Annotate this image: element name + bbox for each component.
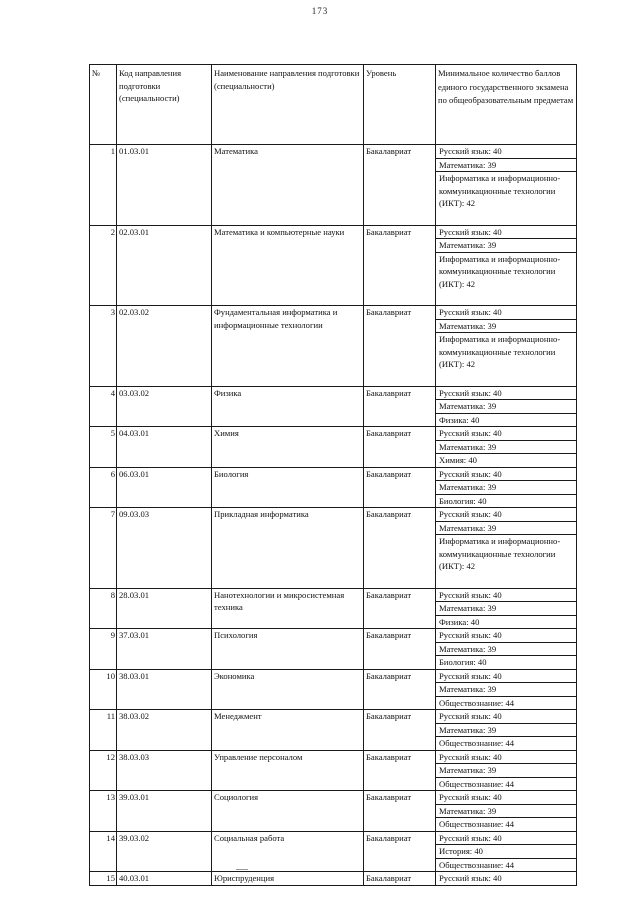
row-score: Русский язык: 40 — [436, 145, 577, 159]
row-score: Физика: 40 — [436, 615, 577, 629]
row-score: Информатика и информационно-коммуникационные технологии (ИКТ): 42 — [436, 333, 577, 387]
row-score: Русский язык: 40 — [436, 467, 577, 481]
row-code: 02.03.02 — [117, 306, 212, 387]
row-code: 39.03.02 — [117, 831, 212, 872]
row-score: Обществознание: 44 — [436, 858, 577, 872]
row-code: 09.03.03 — [117, 508, 212, 589]
row-level: Бакалавриат — [364, 145, 436, 226]
row-score: Русский язык: 40 — [436, 710, 577, 724]
row-score: Математика: 39 — [436, 642, 577, 656]
row-level: Бакалавриат — [364, 710, 436, 751]
row-score: Обществознание: 44 — [436, 818, 577, 832]
row-name: Юриспруденция — [212, 872, 364, 886]
table-row — [90, 872, 577, 886]
row-score: Математика: 39 — [436, 481, 577, 495]
row-level: Бакалавриат — [364, 508, 436, 589]
row-num: 8 — [90, 588, 117, 629]
row-score: Информатика и информационно-коммуникационные технологии (ИКТ): 42 — [436, 535, 577, 589]
row-code: 01.03.01 — [117, 145, 212, 226]
row-code: 02.03.01 — [117, 225, 212, 306]
admission-scores-table — [89, 64, 577, 886]
row-score: Математика: 39 — [436, 521, 577, 535]
table-row — [90, 467, 577, 481]
row-name: Математика и компьютерные науки — [212, 225, 364, 306]
row-score: Математика: 39 — [436, 723, 577, 737]
row-level: Бакалавриат — [364, 427, 436, 468]
row-num: 10 — [90, 669, 117, 710]
table-row — [90, 386, 577, 400]
table-row — [90, 427, 577, 441]
row-name: Нанотехнологии и микросистемная техника — [212, 588, 364, 629]
row-score: Обществознание: 44 — [436, 777, 577, 791]
row-num: 11 — [90, 710, 117, 751]
table-body — [90, 145, 577, 886]
row-name: Прикладная информатика — [212, 508, 364, 589]
row-score: Русский язык: 40 — [436, 629, 577, 643]
header-level: Уровень — [364, 65, 436, 145]
table-row — [90, 306, 577, 320]
header-code: Код направления подготовки (специальности) — [117, 65, 212, 145]
row-score: Русский язык: 40 — [436, 306, 577, 320]
row-score: Русский язык: 40 — [436, 508, 577, 522]
row-score: Математика: 39 — [436, 440, 577, 454]
table-row — [90, 588, 577, 602]
row-score: Русский язык: 40 — [436, 225, 577, 239]
row-num: 5 — [90, 427, 117, 468]
row-level: Бакалавриат — [364, 629, 436, 670]
row-name: Биология — [212, 467, 364, 508]
row-name: Психология — [212, 629, 364, 670]
header-score: Минимальное количество баллов единого государственного экзамена по общеобразовательным предметам — [436, 65, 577, 145]
row-score: Физика: 40 — [436, 413, 577, 427]
row-num: 12 — [90, 750, 117, 791]
row-level: Бакалавриат — [364, 872, 436, 886]
row-num: 14 — [90, 831, 117, 872]
row-num: 13 — [90, 791, 117, 832]
row-score: История: 40 — [436, 845, 577, 859]
row-score: Химия: 40 — [436, 454, 577, 468]
row-score: Биология: 40 — [436, 656, 577, 670]
row-score: Математика: 39 — [436, 158, 577, 172]
row-score: Математика: 39 — [436, 239, 577, 253]
row-score: Русский язык: 40 — [436, 427, 577, 441]
row-num: 4 — [90, 386, 117, 427]
scan-mark — [236, 869, 248, 870]
row-code: 06.03.01 — [117, 467, 212, 508]
row-num: 6 — [90, 467, 117, 508]
row-name: Экономика — [212, 669, 364, 710]
row-num: 2 — [90, 225, 117, 306]
row-level: Бакалавриат — [364, 831, 436, 872]
row-score: Биология: 40 — [436, 494, 577, 508]
row-code: 38.03.03 — [117, 750, 212, 791]
row-level: Бакалавриат — [364, 386, 436, 427]
row-level: Бакалавриат — [364, 669, 436, 710]
row-score: Русский язык: 40 — [436, 588, 577, 602]
row-code: 38.03.02 — [117, 710, 212, 751]
row-num: 3 — [90, 306, 117, 387]
row-num: 7 — [90, 508, 117, 589]
table-row — [90, 629, 577, 643]
table-row — [90, 145, 577, 159]
row-name: Математика — [212, 145, 364, 226]
row-score: Математика: 39 — [436, 683, 577, 697]
table-row — [90, 710, 577, 724]
row-score: Обществознание: 44 — [436, 737, 577, 751]
table-row — [90, 750, 577, 764]
row-level: Бакалавриат — [364, 750, 436, 791]
row-code: 37.03.01 — [117, 629, 212, 670]
row-score: Русский язык: 40 — [436, 386, 577, 400]
table-row — [90, 225, 577, 239]
row-code: 04.03.01 — [117, 427, 212, 468]
row-name: Фундаментальная информатика и информационные технологии — [212, 306, 364, 387]
row-score: Русский язык: 40 — [436, 872, 577, 886]
table-row — [90, 791, 577, 805]
row-name: Управление персоналом — [212, 750, 364, 791]
row-score: Русский язык: 40 — [436, 669, 577, 683]
row-num: 15 — [90, 872, 117, 886]
row-level: Бакалавриат — [364, 588, 436, 629]
header-name: Наименование направления подготовки (специальности) — [212, 65, 364, 145]
row-score: Обществознание: 44 — [436, 696, 577, 710]
row-code: 39.03.01 — [117, 791, 212, 832]
row-code: 40.03.01 — [117, 872, 212, 886]
row-code: 28.03.01 — [117, 588, 212, 629]
table-row — [90, 508, 577, 522]
table-header-row — [90, 65, 577, 145]
page-number: 173 — [311, 6, 329, 16]
row-score: Информатика и информационно-коммуникационные технологии (ИКТ): 42 — [436, 252, 577, 306]
row-score: Математика: 39 — [436, 400, 577, 414]
row-score: Русский язык: 40 — [436, 831, 577, 845]
row-name: Физика — [212, 386, 364, 427]
row-score: Математика: 39 — [436, 319, 577, 333]
row-num: 1 — [90, 145, 117, 226]
row-name: Социология — [212, 791, 364, 832]
table-row — [90, 831, 577, 845]
row-level: Бакалавриат — [364, 467, 436, 508]
row-name: Социальная работа — [212, 831, 364, 872]
row-score: Информатика и информационно-коммуникационные технологии (ИКТ): 42 — [436, 172, 577, 226]
row-code: 38.03.01 — [117, 669, 212, 710]
row-score: Математика: 39 — [436, 804, 577, 818]
row-score: Математика: 39 — [436, 602, 577, 616]
row-level: Бакалавриат — [364, 225, 436, 306]
row-code: 03.03.02 — [117, 386, 212, 427]
row-score: Русский язык: 40 — [436, 750, 577, 764]
row-num: 9 — [90, 629, 117, 670]
header-num: № — [90, 65, 117, 145]
table-row — [90, 669, 577, 683]
row-score: Русский язык: 40 — [436, 791, 577, 805]
row-name: Менеджмент — [212, 710, 364, 751]
row-name: Химия — [212, 427, 364, 468]
row-level: Бакалавриат — [364, 306, 436, 387]
row-level: Бакалавриат — [364, 791, 436, 832]
row-score: Математика: 39 — [436, 764, 577, 778]
